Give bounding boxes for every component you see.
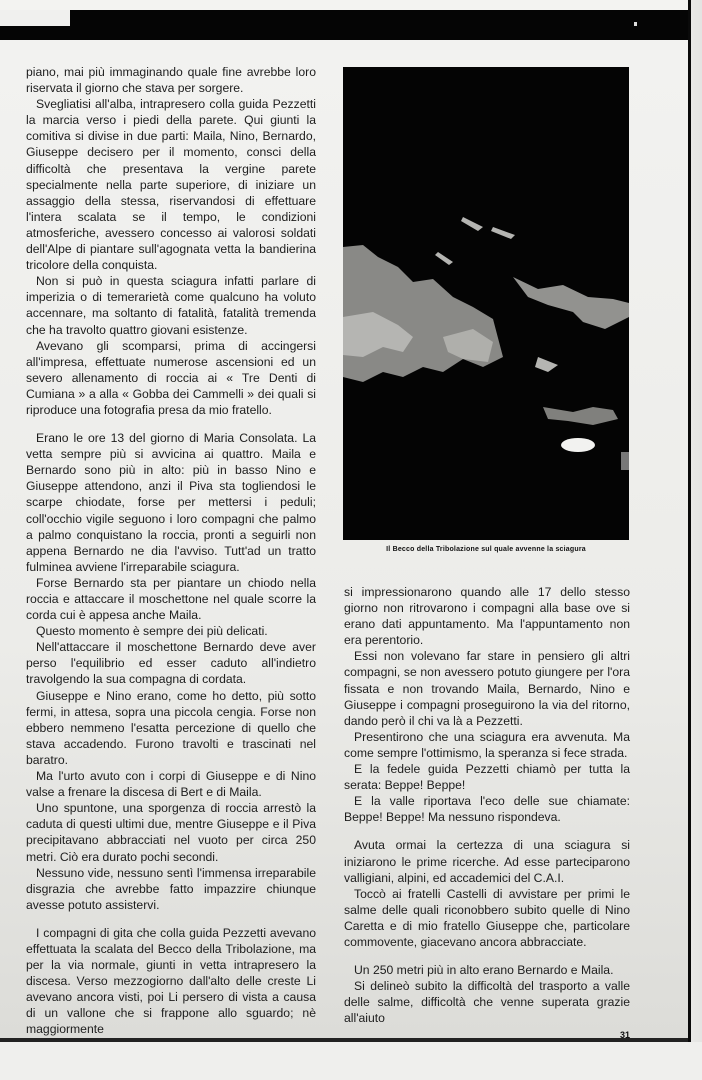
paragraph: piano, mai più immaginando quale fine avrebbe loro riservata il giorno che stava per sorgere.: [26, 65, 316, 96]
paragraph: Avuta ormai la certezza di una sciagura si iniziarono le prime ricerche. Ad esse parteciparono valligiani, alpini, ed accademici del C.A.I.: [344, 838, 630, 885]
page-number: 31: [620, 1030, 631, 1040]
paragraph: Avevano gli scomparsi, prima di accingersi all'impresa, effettuate numerose ascensioni ed un severo allenamento di roccia ai « Tre Denti di Cumiana » a alla « Gobba dei Cammelli » dei quali si riproduce una fotografia presa da mio fratello.: [26, 338, 316, 417]
scan-top-dark-band: [0, 10, 688, 40]
paragraph: Forse Bernardo sta per piantare un chiodo nella roccia e attaccare il moschettone nel quale scorre la corda cui è appesa anche Maila.: [26, 575, 316, 623]
paragraph: Nell'attaccare il moschettone Bernardo deve aver perso l'equilibrio ed esser caduto all'indietro travolgendo la sua compagna di cordata.: [26, 640, 316, 687]
paragraph: Nessuno vide, nessuno sentì l'immensa irreparabile disgrazia che avrebbe fatto impazzire chiunque avesse potuto assistervi.: [26, 865, 316, 912]
scan-bottom-paper: [0, 1042, 702, 1080]
paragraph: I compagni di gita che colla guida Pezzetti avevano effettuata la scalata del Becco della Tribolazione, ma per la via normale, giunti in vetta intrapresero la discesa. Verso mezzogiorno dall'alto delle creste Li avevano ancora visti, poi Li persero di vista a causa di un vallone che si frappone allo sguardo; nè maggiormente: [26, 925, 316, 1037]
scan-right-edge: [688, 0, 702, 1080]
paragraph: Essi non volevano far stare in pensiero gli altri compagni, se non avessero potuto giungere per l'ora fissata e non trovando Maila, Bernardo, Nino e Giuseppe i compagni proseguirono la via del ritorno, dando però il chi va là a Pezzetti.: [344, 649, 630, 728]
paragraph: Erano le ore 13 del giorno di Maria Consolata. La vetta sempre più si avvicina ai quattro. Maila e Bernardo sono più in alto: più in basso Nino e Giuseppe attendono, anzi il Piva sta togliendosi le scarpe chiodate, forse per mettersi i peduli; coll'occhio vigile seguono i loro compagni che palmo a palmo conquistano la roccia, pronti a seguirli non appena Bernardo ne dia l'avviso. Tutt'ad un tratto fulminea avviene l'irreparabile sciagura.: [26, 431, 316, 574]
paragraph: Un 250 metri più in alto erano Bernardo e Maila.: [354, 963, 614, 978]
scan-speck: [634, 22, 637, 26]
paragraph: Non si può in questa sciagura infatti parlare di imperizia o di temerarietà come qualcuno ha voluto accennare, ma soltanto di fatalità, fatalità tremenda che ha travolto quattro giovani esistenze.: [26, 274, 316, 337]
paragraph: Si delineò subito la difficoltà del trasporto a valle delle salme, difficoltà che venne superata grazie all'aiuto: [344, 979, 630, 1026]
mountain-photo: [343, 67, 629, 540]
paragraph: Questo momento è sempre dei più delicati.: [36, 624, 268, 639]
paragraph: Giuseppe e Nino erano, come ho detto, più sotto fermi, in attesa, sopra una piccola cengia. Forse non ebbero nemmeno l'esatta percezione di quello che stava accadendo. Furono travolti e trascinati nel baratro.: [26, 688, 316, 767]
paragraph: E la valle riportava l'eco delle sue chiamate: Beppe! Beppe! Ma nessuno rispondeva.: [344, 794, 630, 825]
paragraph: Ma l'urto avuto con i corpi di Giuseppe e di Nino valse a frenare la discesa di Bert e di Maila.: [26, 769, 316, 800]
paragraph: Uno spuntone, una sporgenza di roccia arrestò la caduta di questi ultimi due, mentre Giuseppe e il Piva precipitavano abbracciati nel vuoto per circa 250 metri. Ciò era durato pochi secondi.: [26, 801, 316, 864]
mountain-photo-image: [343, 67, 629, 540]
photo-caption: Il Becco della Tribolazione sul quale avvenne la sciagura: [386, 546, 586, 553]
left-text-column: [26, 64, 316, 1038]
paragraph: Toccò ai fratelli Castelli di avvistare per primi le salme delle quali riconobbero subito quelle di Nino Caretta e di mio fratello Giuseppe che, particolare commovente, giacevano ancora abbracciate.: [344, 886, 630, 949]
paragraph: Svegliatisi all'alba, intrapresero colla guida Pezzetti la marcia verso i piedi della parete. Qui giunti la comitiva si divise in due parti: Maila, Nino, Bernardo, Giuseppe decisero per il momento, consci della difficoltà che presentava la vergine parete specialmente nella parte superiore, di iniziare un assaggio della stessa, riservandosi di effettuare l'intera scalata se il tempo, le condizioni atmosferiche, avessero concesso ai valorosi soldati dell'Alpe di piantare sull'agognata vetta la bandierina tricolore della conquista.: [26, 97, 316, 273]
snow-patch: [561, 438, 595, 452]
paragraph: E la fedele guida Pezzetti chiamò per tutta la serata: Beppe! Beppe!: [344, 762, 630, 793]
paragraph: si impressionarono quando alle 17 dello stesso giorno non ritrovarono i compagni alla base ove si erano dati appuntamento. Ma l'appuntamento non era perentorio.: [344, 585, 630, 648]
right-text-column: [344, 584, 630, 1026]
paragraph: Presentirono che una sciagura era avvenuta. Ma come sempre l'ottimismo, la speranza si fece strada.: [344, 729, 630, 760]
